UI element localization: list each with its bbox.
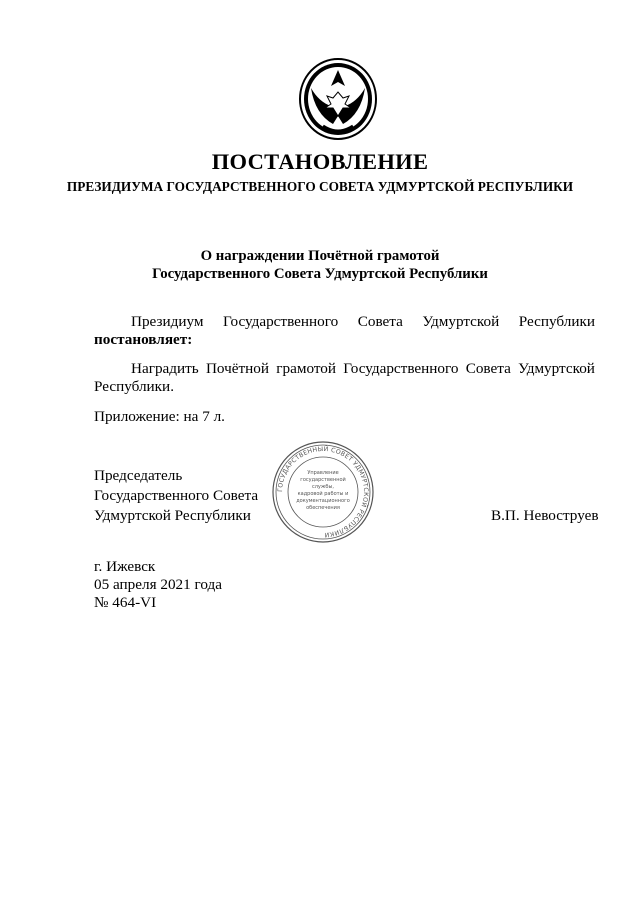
paragraph-2-line2: Республики.: [94, 378, 174, 395]
stamp-center-line: документационного: [296, 498, 350, 504]
stamp-center-line: службы,: [311, 484, 335, 490]
paragraph-word: Государственного: [223, 313, 339, 330]
document-number: № 464-VI: [94, 594, 157, 611]
paragraph-word: Президиум: [131, 313, 204, 330]
paragraph-word: Удмуртской: [422, 313, 500, 330]
resolution-heading-line2: Государственного Совета Удмуртской Республики: [152, 266, 488, 282]
date: 05 апреля 2021 года: [94, 576, 222, 593]
stamp-center-line: обеспечения: [306, 505, 340, 511]
stamp-ring-text: ГОСУДАРСТВЕННЫЙ СОВЕТ УДМУРТСКОЙ РЕСПУБЛИКИ: [276, 445, 370, 539]
paragraph-word: Совета: [357, 313, 403, 330]
stamp-center-line: государственной: [300, 477, 346, 483]
signatory-title-line3: Удмуртской Республики: [94, 507, 251, 524]
paragraph-word: Республики: [518, 313, 595, 330]
stamp-center-line: кадровой работы и: [297, 491, 349, 497]
paragraph-word: грамотой: [276, 360, 337, 377]
attachment-note: Приложение: на 7 л.: [94, 408, 225, 425]
official-stamp-icon: [270, 439, 376, 545]
resolution-heading-line1: О награждении Почётной грамотой: [200, 248, 440, 264]
paragraph-1-line1: [131, 313, 595, 331]
document-subtitle: ПРЕЗИДИУМА ГОСУДАРСТВЕННОГО СОВЕТА УДМУРТСКОЙ РЕСПУБЛИКИ: [66, 179, 574, 194]
signatory-name: В.П. Невоструев: [491, 507, 599, 524]
paragraph-2-line1: [131, 360, 595, 378]
paragraph-1-decree-word: постановляет:: [94, 331, 193, 348]
signatory-title-line1: Председатель: [94, 467, 183, 484]
paragraph-word: Наградить: [131, 360, 199, 377]
paragraph-word: Совета: [465, 360, 511, 377]
stamp-center-line: Управление: [307, 470, 339, 476]
paragraph-word: Почётной: [205, 360, 270, 377]
paragraph-word: Удмуртской: [518, 360, 595, 377]
document-title: ПОСТАНОВЛЕНИЕ: [211, 149, 429, 174]
paragraph-word: Государственного: [343, 360, 459, 377]
signatory-title-line2: Государственного Совета: [94, 487, 259, 504]
place: г. Ижевск: [94, 558, 156, 575]
udmurtia-emblem-icon: [293, 56, 383, 142]
